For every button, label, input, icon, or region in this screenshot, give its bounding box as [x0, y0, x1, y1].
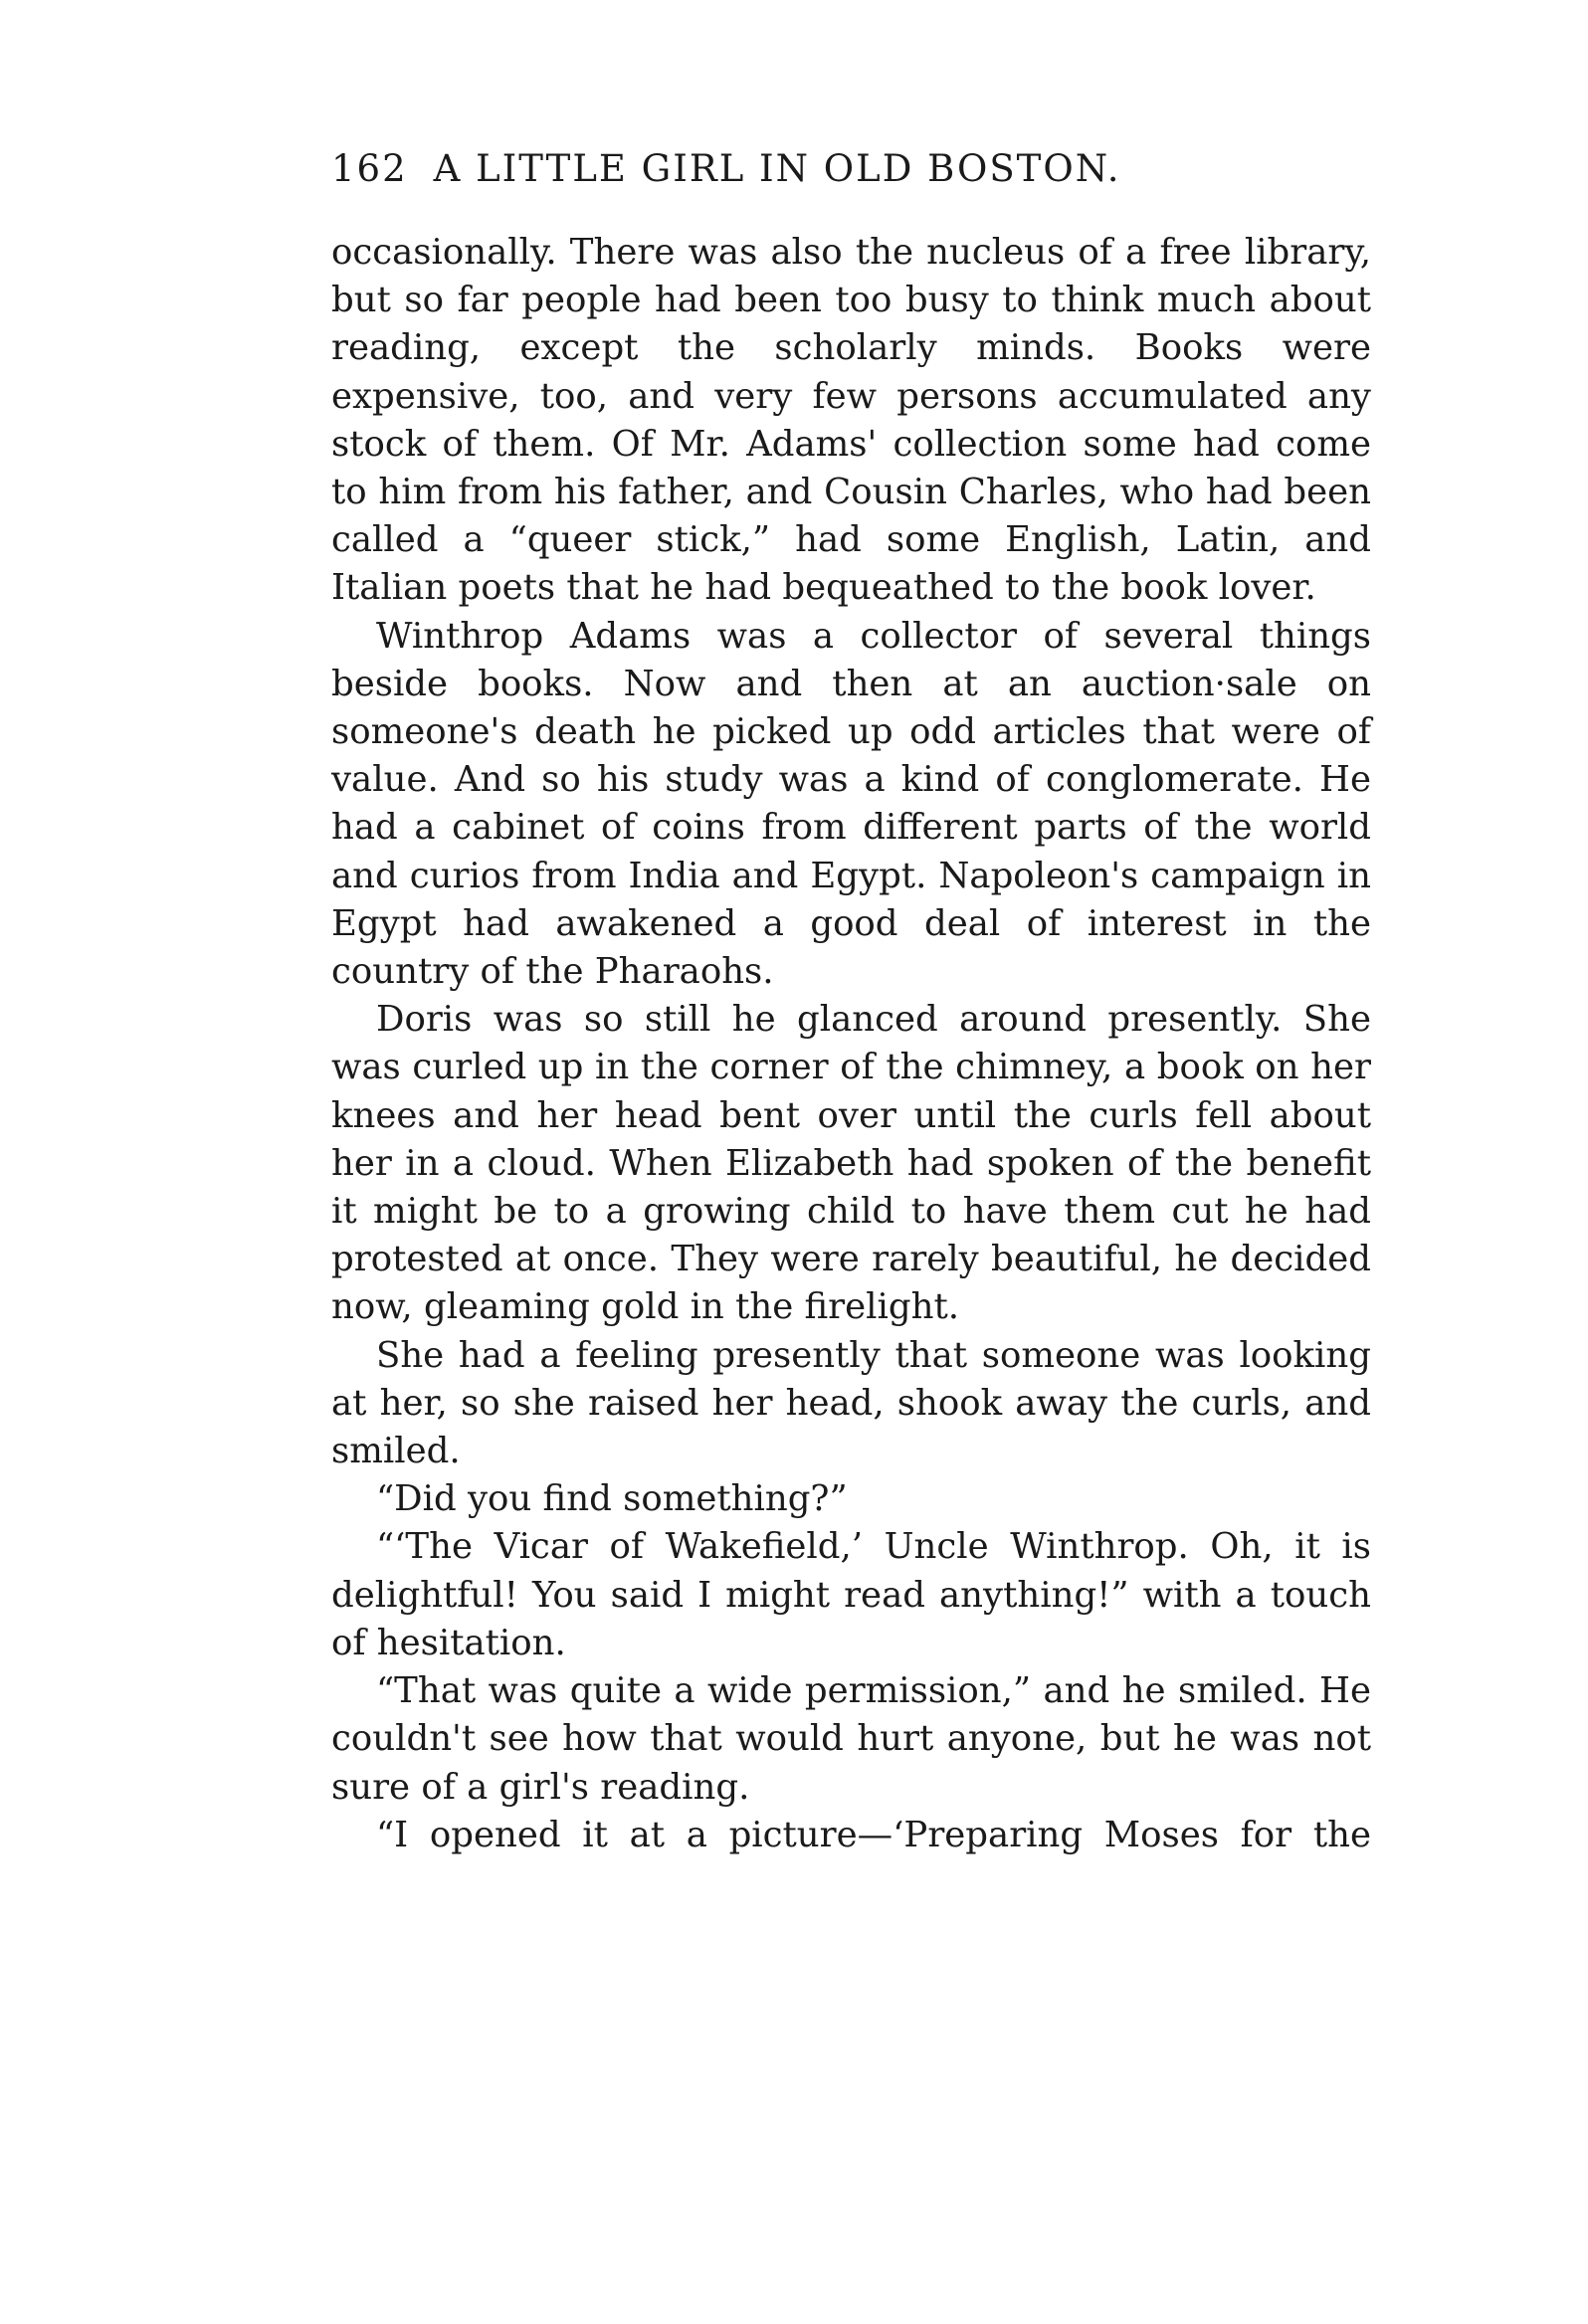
paragraph-1: occasionally. There was also the nucleus of a free library, but so far people had been too busy to think much about reading, except the scholarly minds. Books were expensive, too, and very few persons accumulated any stock of them. Of Mr. Adams' collection some had come to him from his father, and Cousin Charles, who had been called a “queer stick,” had some English, Latin, and Italian poets that he had bequeathed to the book lover. — [331, 232, 1371, 609]
paragraph-5: “Did you find something?” — [376, 1478, 848, 1520]
body-text — [331, 229, 1371, 1859]
page-number: 162 — [331, 147, 408, 190]
paragraph-3: Doris was so still he glanced around presently. She was curled up in the corner of the chimney, a book on her knees and her head bent over until the curls fell about her in a cloud. When Elizabeth had spoken of the benefit it might be to a growing child to have them cut he had protested at once. They were rarely beautiful, he decided now, gleaming gold in the firelight. — [331, 999, 1371, 1328]
paragraph-7: “That was quite a wide permission,” and he smiled. He couldn't see how that would hurt anyone, but he was not sure of a girl's reading. — [331, 1670, 1371, 1808]
paragraph-6: “‘The Vicar of Wakefield,’ Uncle Winthrop. Oh, it is delightful! You said I might read anything!” with a touch of hesitation. — [331, 1526, 1371, 1663]
running-title: A LITTLE GIRL IN OLD BOSTON. — [433, 147, 1121, 190]
running-head — [331, 147, 1371, 190]
paragraph-2: Winthrop Adams was a collector of several things beside books. Now and then at an auction·sale on someone's death he picked up odd articles that were of value. And so his study was a kind of conglomerate. He had a cabinet of coins from different parts of the world and curios from India and Egypt. Napoleon's campaign in Egypt had awakened a good deal of interest in the country of the Pharaohs. — [331, 615, 1371, 993]
paragraph-4: She had a feeling presently that someone was looking at her, so she raised her head, shook away the curls, and smiled. — [331, 1334, 1371, 1472]
paragraph-8: “I opened it at a picture—‘Preparing Moses for the — [376, 1814, 1371, 1855]
